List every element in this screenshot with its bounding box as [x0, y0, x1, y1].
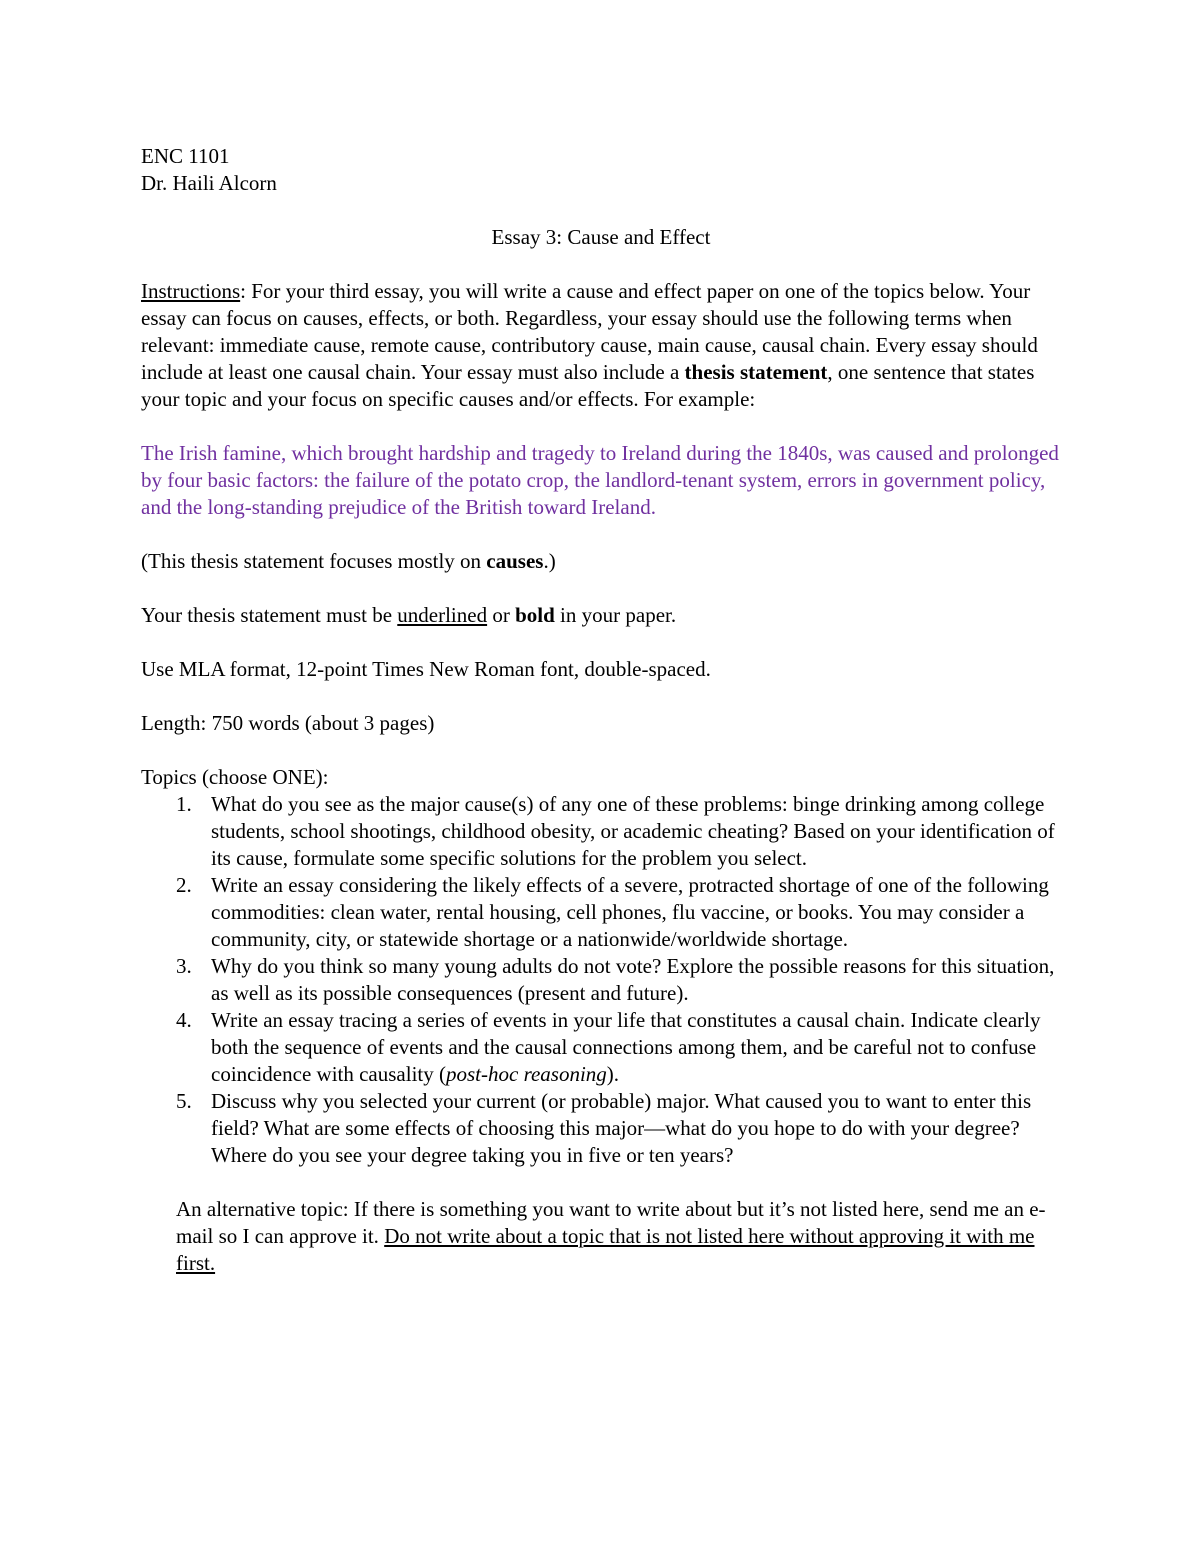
list-item-number: 4.: [176, 1008, 192, 1032]
thesis-note-pre: (This thesis statement focuses mostly on: [141, 549, 487, 573]
list-item: [141, 953, 1061, 1007]
list-item-number: 5.: [176, 1089, 192, 1113]
thesis-statement-term: thesis statement: [684, 360, 828, 384]
topics-heading: Topics (choose ONE):: [141, 765, 329, 789]
list-item-number: 3.: [176, 954, 192, 978]
list-item-number: 1.: [176, 792, 192, 816]
instructor-name: Dr. Haili Alcorn: [141, 171, 277, 195]
thesis-note: [141, 548, 1061, 575]
instructions-paragraph: [141, 278, 1061, 413]
list-item: [141, 1088, 1061, 1169]
list-item-text: Write an essay considering the likely effects of a severe, protracted shortage of one of the following commodities: clean water, rental housing, cell phones, flu vaccine, or books. You may consider a community, city, or statewide shortage or a nationwide/worldwide shortage.: [211, 873, 1049, 951]
instructions-label: Instructions: [141, 279, 241, 303]
list-item-number: 2.: [176, 873, 192, 897]
document-body: [141, 143, 1061, 1277]
thesis-rule-post: in your paper.: [554, 603, 677, 627]
thesis-note-post: .): [543, 549, 556, 573]
list-item: [141, 791, 1061, 872]
thesis-rule: [141, 602, 1061, 629]
thesis-note-bold: causes: [486, 549, 544, 573]
format-requirement: Use MLA format, 12-point Times New Roman font, double-spaced.: [141, 657, 711, 681]
thesis-rule-mid: or: [487, 603, 516, 627]
alternative-topic: [176, 1196, 1061, 1277]
list-item-italic: post-hoc reasoning: [446, 1062, 607, 1086]
essay-title: Essay 3: Cause and Effect: [491, 225, 711, 249]
length-requirement: Length: 750 words (about 3 pages): [141, 711, 435, 735]
instructions-text-2: , one sentence that states your topic and your focus on specific causes and/or effects. For example:: [141, 360, 1035, 411]
list-item-text: Discuss why you selected your current (or probable) major. What caused you to want to enter this field? What are some effects of choosing this major—what do you hope to do with your degree? Where do you see your degree taking you in five or ten years?: [211, 1089, 1032, 1167]
example-thesis: The Irish famine, which brought hardship and tragedy to Ireland during the 1840s, was caused and prolonged by four basic factors: the failure of the potato crop, the landlord-tenant system, errors in government policy, and the long-standing prejudice of the British toward Ireland.: [141, 441, 1059, 519]
alternative-topic-text: An alternative topic: If there is something you want to write about but it’s not listed here, send me an e-mail so I can approve it.: [176, 1197, 1046, 1248]
instructions-text-1: : For your third essay, you will write a cause and effect paper on one of the topics below. Your essay can focus on causes, effects, or both. Regardless, your essay should use the following terms when relevant: immediate cause, remote cause, contributory cause, main cause, causal chain. Every essay should include at least one causal chain. Your essay must also include a: [141, 279, 1038, 384]
thesis-rule-bold: bold: [515, 603, 555, 627]
list-item-text: Why do you think so many young adults do not vote? Explore the possible reasons for this situation, as well as its possible consequences (present and future).: [211, 954, 1055, 1005]
list-item: [141, 872, 1061, 953]
thesis-rule-underlined: underlined: [397, 603, 488, 627]
alternative-topic-warning: Do not write about a topic that is not listed here without approving it with me first.: [176, 1224, 1035, 1275]
list-item-text: Write an essay tracing a series of events in your life that constitutes a causal chain. Indicate clearly both the sequence of events and the causal connections among them, and be careful not to confuse coincidence with causality (: [211, 1008, 1041, 1086]
thesis-rule-pre: Your thesis statement must be: [141, 603, 398, 627]
list-item-text: What do you see as the major cause(s) of any one of these problems: binge drinking among college students, school shootings, childhood obesity, or academic cheating? Based on your identification of its cause, formulate some specific solutions for the problem you select.: [211, 792, 1055, 870]
list-item: [141, 1007, 1061, 1088]
topics-list: [141, 791, 1061, 1169]
list-item-text-end: ).: [606, 1062, 620, 1086]
course-code: ENC 1101: [141, 144, 230, 168]
